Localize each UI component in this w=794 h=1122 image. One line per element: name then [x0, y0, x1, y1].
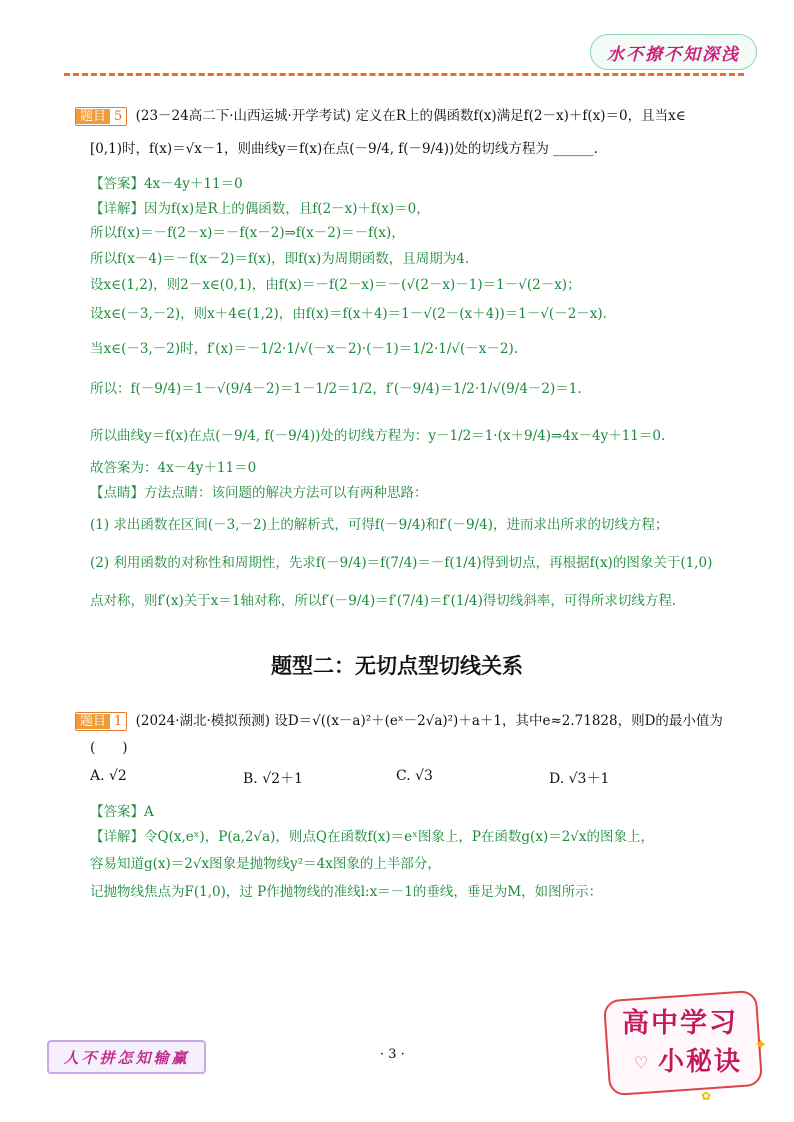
- problem5-stem-2: [0,1)时，f(x)＝√x－1，则曲线y＝f(x)在点(－9/4, f(－9/4))处的切线方程为 ______.: [90, 141, 598, 157]
- study-tips-logo: [606, 995, 766, 1103]
- option-b: B. √2＋1: [243, 771, 303, 787]
- tip-line: (2) 利用函数的对称性和周期性，先求f(－9/4)＝f(7/4)＝－f(1/4)得到切点，再根据f(x)的图象关于(1,0): [90, 555, 713, 571]
- detail-line: 所以f(x－4)＝－f(x－2)＝f(x)，即f(x)为周期函数，且周期为4.: [90, 251, 470, 267]
- option-c: C. √3: [396, 768, 433, 784]
- detail-line: 所以：f(－9/4)＝1－√(9/4－2)＝1－1/2＝1/2，f′(－9/4)＝1/2·1/√(9/4－2)＝1.: [90, 381, 582, 397]
- problem1-line1: [75, 709, 723, 731]
- heart-icon: ♡: [634, 1053, 649, 1072]
- problem1-label: 题目 1: [75, 712, 127, 731]
- problem1-answer: 【答案】A: [90, 804, 154, 820]
- footer-motto-badge: [47, 1040, 206, 1074]
- problem1-stem-2: ( ): [90, 740, 128, 756]
- detail-line: 所以曲线y＝f(x)在点(－9/4, f(－9/4))处的切线方程为：y－1/2＝1·(x＋9/4)⇒4x－4y＋11＝0.: [90, 428, 666, 444]
- logo-line-2: 小秘诀: [658, 1047, 743, 1077]
- page-number: · 3 ·: [380, 1047, 405, 1062]
- detail-line: 故答案为：4x－4y＋11＝0: [90, 460, 257, 476]
- detail-line: 设x∈(－3,－2)，则x＋4∈(1,2)，由f(x)＝f(x＋4)＝1－√(2－(x＋4))＝1－√(－2－x).: [90, 306, 607, 322]
- detail-line: 【详解】令Q(x,eˣ)，P(a,2√a)，则点Q在函数f(x)＝eˣ图象上，P在函数g(x)＝2√x的图象上，: [90, 829, 655, 845]
- detail-line: 【详解】因为f(x)是R上的偶函数，且f(2－x)＋f(x)＝0，: [90, 201, 430, 217]
- detail-line: 设x∈(1,2)，则2－x∈(0,1)，由f(x)＝－f(2－x)＝－(√(2－x)－1)＝1－√(2－x)；: [90, 277, 581, 293]
- problem5-answer: 【答案】4x－4y＋11＝0: [90, 176, 243, 192]
- option-a: A. √2: [90, 768, 127, 784]
- detail-line: 容易知道g(x)＝2√x图象是抛物线y²＝4x图象的上半部分，: [90, 856, 441, 872]
- header-motto-text: 水不撩不知深浅: [607, 44, 740, 65]
- footer-motto-text: 人不拼怎知输赢: [63, 1048, 190, 1067]
- detail-line: 当x∈(－3,－2)时，f′(x)＝－1/2·1/√(－x－2)·(－1)＝1/2·1/√(－x－2).: [90, 341, 519, 357]
- flower-icon: ✿: [701, 1089, 712, 1103]
- tip-line: 【点睛】方法点睛：该问题的解决方法可以有两种思路：: [90, 485, 428, 501]
- detail-line: 记抛物线焦点为F(1,0)，过 P作抛物线的准线l:x＝－1的垂线，垂足为M，如图所示：: [90, 884, 603, 900]
- header-divider: [64, 73, 744, 76]
- option-d: D. √3＋1: [549, 771, 610, 787]
- header-motto-badge: [590, 34, 757, 70]
- problem5-stem-1: (23－24高二下·山西运城·开学考试) 定义在R上的偶函数f(x)满足f(2－x)＋f(x)＝0，且当x∈: [135, 108, 686, 124]
- detail-line: 所以f(x)＝－f(2－x)＝－f(x－2)⇒f(x－2)＝－f(x)，: [90, 225, 405, 241]
- problem5-label: 题目 5: [75, 107, 127, 126]
- sparkle-icon: ✦: [754, 1035, 768, 1054]
- logo-line-1: 高中学习: [622, 1008, 738, 1039]
- tip-line: (1) 求出函数在区间(－3,－2)上的解析式，可得f(－9/4)和f′(－9/4)，进而求出所求的切线方程；: [90, 517, 669, 533]
- problem5-line1: [75, 104, 686, 126]
- section-title: 题型二：无切点型切线关系: [271, 654, 523, 678]
- problem1-stem-1: (2024·湖北·模拟预测) 设D＝√((x－a)²＋(eˣ－2√a)²)＋a＋1，其中e≈2.71828，则D的最小值为: [135, 713, 723, 729]
- tip-line: 点对称，则f′(x)关于x＝1轴对称，所以f′(－9/4)＝f′(7/4)＝f′(1/4)得切线斜率，可得所求切线方程.: [90, 593, 677, 609]
